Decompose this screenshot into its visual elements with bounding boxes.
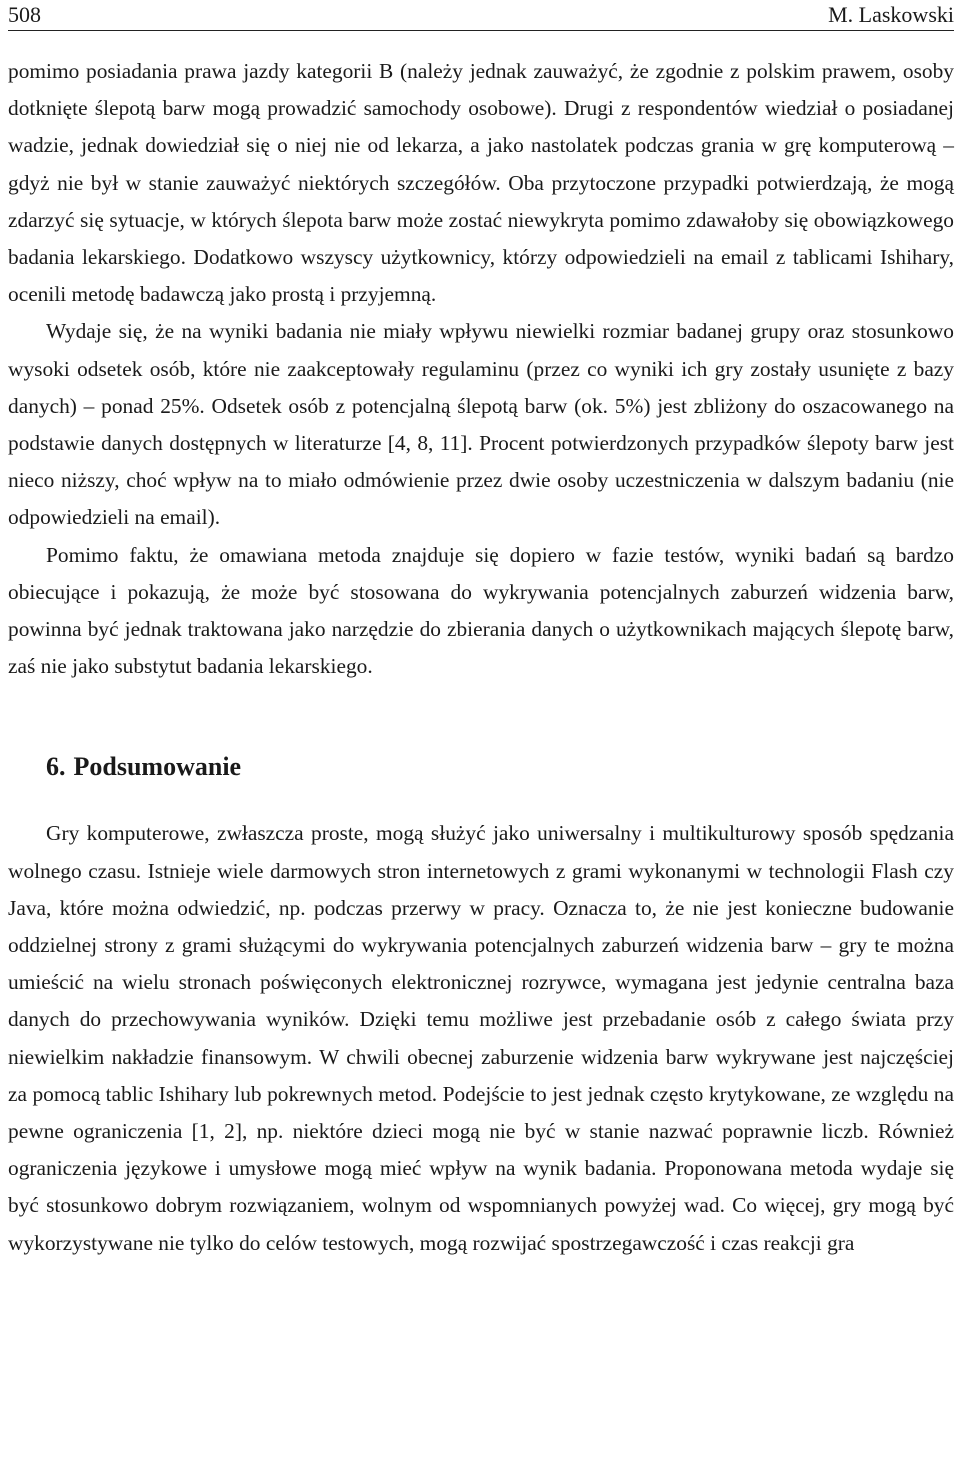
paragraph-summary: Gry komputerowe, zwłaszcza proste, mogą służyć jako uniwersalny i multikulturowy sposób spędzania wolnego czasu. Istnieje wiele darmowych stron internetowych z grami wykonanymi w technologii Flash czy Java, które można odwiedzić, np. podczas przerwy w pracy. Oznacza to, że nie jest konieczne budowanie oddzielnej strony z grami służącymi do wykrywania potencjalnych zaburzeń widzenia barw – gry te można umieścić na wielu stronach poświęconych elektronicznej rozrywce, wymagana jest jedynie centralna baza danych do przechowywania wyników. Dzięki temu możliwe jest przebadanie osób z całego świata przy niewielkim nakładzie finansowym. W chwili obecnej zaburzenie widzenia barw wykrywane jest najczęściej za pomocą tablic Ishihary lub pokrewnych metod. Podejście to jest jednak często krytykowane, ze względu na pewne ograniczenia [1, 2], np. niektóre dzieci mogą nie być w stanie nazwać poprawnie liczb. Również ograniczenia językowe i umysłowe mogą mieć wpływ na wynik badania. Proponowana metoda wydaje się być stosunkowo dobrym rozwiązaniem, wolnym od wspomnianych powyżej wad. Co więcej, gry mogą być wykorzystywane nie tylko do celów testowych, mogą rozwijać spostrzegawczość i czas reakcji gra — [8, 821, 954, 1255]
section-number: 6. — [46, 752, 66, 782]
paragraph-results-discussion: Wydaje się, że na wyniki badania nie miały wpływu niewielki rozmiar badanej grupy oraz stosunkowo wysoki odsetek osób, które nie zaakceptowały regulaminu (przez co wyniki ich gry zostały usunięte z bazy danych) – ponad 25%. Odsetek osób z potencjalną ślepotą barw (ok. 5%) jest zbliżony do oszacowanego na podstawie danych dostępnych w literaturze [4, 8, 11]. Procent potwierdzonych przypadków ślepoty barw jest nieco niższy, choć wpływ na to miało odmówienie przez dwie osoby uczestniczenia w dalszym badaniu (nie odpowiedzieli na email). — [8, 319, 954, 530]
section-title: Podsumowanie — [73, 752, 242, 782]
section-spacer — [8, 685, 954, 747]
section-heading — [8, 747, 954, 787]
heading-spacer — [8, 787, 954, 815]
page — [8, 0, 954, 1262]
paragraph-respondents: pomimo posiadania prawa jazdy kategorii B (należy jednak zauważyć, że zgodnie z polskim prawem, osoby dotknięte ślepotą barw mogą prowadzić samochody osobowe). Drugi z respondentów wiedział o posiadanej wadzie, jednak dowiedział się o niej nie od lekarza, a jako nastolatek podczas grania w grę komputerową – gdyż nie był w stanie zauważyć niektórych szczegółów. Oba przytoczone przypadki potwierdzają, że mogą zdarzyć się sytuacje, w których ślepota barw może zostać niewykryta pomimo zdawałoby się obowiązkowego badania lekarskiego. Dodatkowo wszyscy użytkownicy, którzy odpowiedzieli na email z tablicami Ishihary, ocenili metodę badawczą jako prostą i przyjemną. — [8, 59, 954, 307]
paragraph-method-assessment: Pomimo faktu, że omawiana metoda znajduje się dopiero w fazie testów, wyniki badań są bardzo obiecujące i pokazują, że może być stosowana do wykrywania potencjalnych zaburzeń widzenia barw, powinna być jednak traktowana jako narzędzie do zbierania danych o użytkownikach mających ślepotę barw, zaś nie jako substytut badania lekarskiego. — [8, 542, 954, 679]
page-number: 508 — [8, 2, 41, 27]
running-header-author: M. Laskowski — [828, 2, 954, 27]
running-header — [8, 0, 954, 31]
body-text — [8, 53, 954, 1262]
